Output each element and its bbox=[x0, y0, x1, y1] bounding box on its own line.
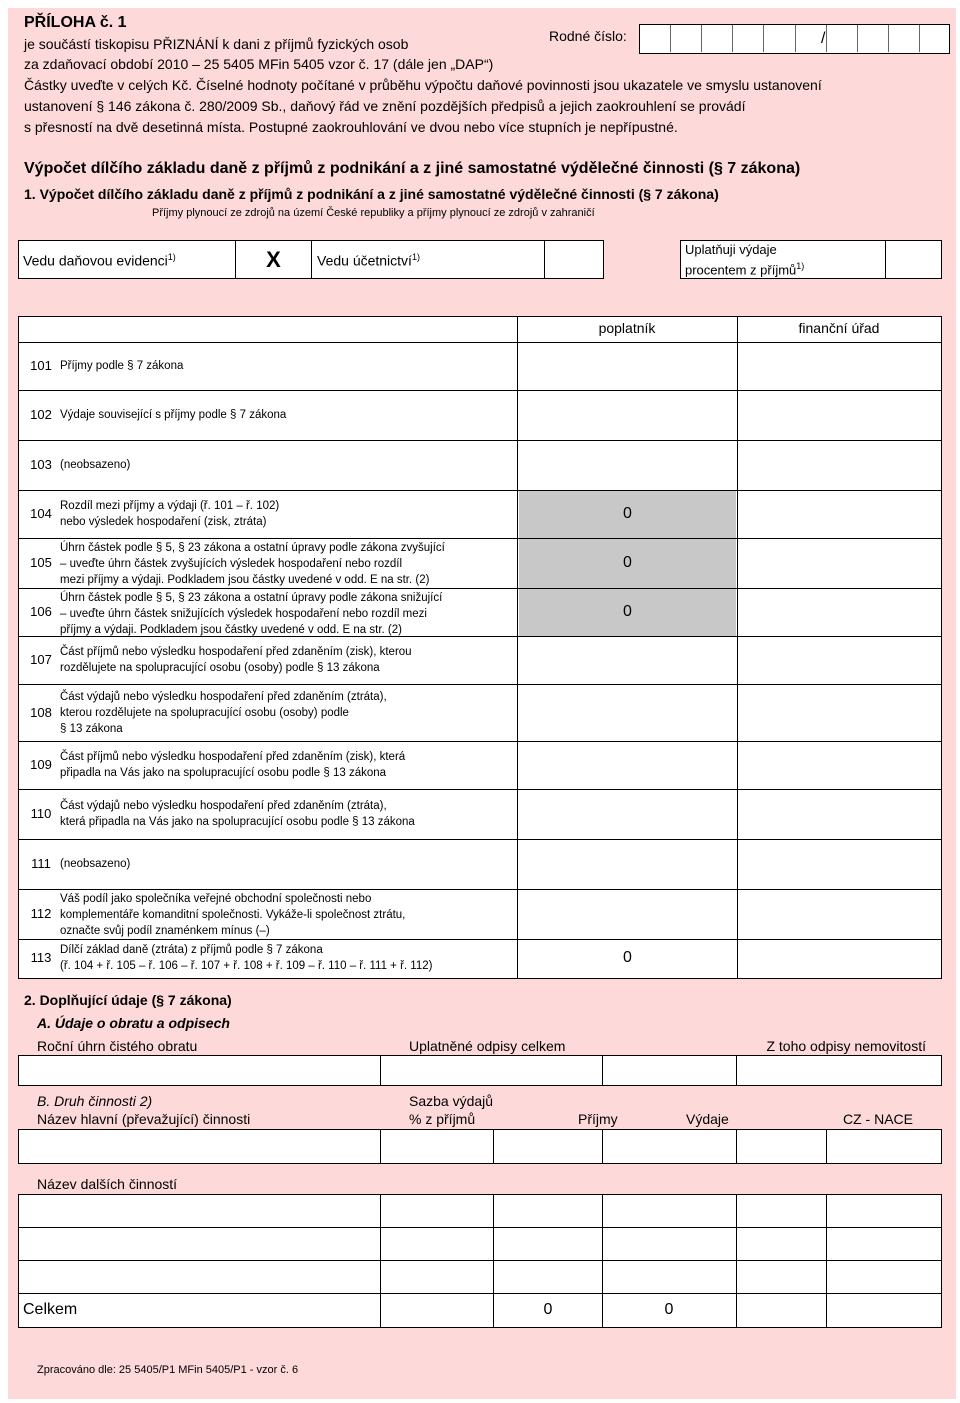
poplatnik-value-cell[interactable] bbox=[519, 441, 736, 490]
header-line-1: je součástí tiskopisu PŘIZNÁNÍ k dani z příjmů fyzických osob bbox=[24, 36, 409, 52]
form-title: PŘÍLOHA č. 1 bbox=[24, 14, 127, 31]
row-number: 102 bbox=[30, 407, 52, 422]
celkem-vydaje-value: 0 bbox=[664, 1301, 674, 1318]
poplatnik-value: 0 bbox=[623, 554, 632, 571]
rodne-cislo-cell-divider bbox=[732, 25, 733, 52]
row-description-line: Část příjmů nebo výsledku hospodaření před zdaněním (zisk), kterou bbox=[60, 646, 412, 658]
row-number: 106 bbox=[30, 604, 52, 619]
poplatnik-value: 0 bbox=[623, 949, 632, 966]
poplatnik-value-cell bbox=[519, 589, 736, 636]
urad-value-cell bbox=[739, 491, 941, 538]
table-row bbox=[19, 889, 941, 939]
table-row bbox=[19, 490, 941, 538]
urad-value-cell bbox=[739, 890, 941, 939]
row-description-line: Váš podíl jako společníka veřejné obchodní společnosti nebo bbox=[60, 893, 372, 905]
dalsi-cinnost-3-field[interactable] bbox=[19, 1261, 379, 1292]
col-poplatnik-header: poplatník bbox=[598, 320, 656, 336]
row-number: 103 bbox=[30, 457, 52, 472]
poplatnik-value-cell[interactable] bbox=[519, 343, 736, 390]
ucetnictvi-label: Vedu účetnictví$^{1)}$ bbox=[317, 252, 420, 269]
sazba-field[interactable] bbox=[382, 1130, 492, 1163]
row-description-line: Část příjmů nebo výsledku hospodaření před zdaněním (zisk), která bbox=[60, 751, 406, 763]
vydaje-procentem-label-1: Uplatňuji výdaje bbox=[685, 242, 777, 257]
table-row bbox=[19, 789, 941, 839]
dalsi-cinnosti-label: Název dalších činností bbox=[37, 1176, 178, 1192]
evidence-row bbox=[18, 240, 604, 279]
dalsi-cinnosti-table bbox=[18, 1194, 942, 1328]
vydaje-procentem-label-2: procentem z příjmů$^{1)}$ bbox=[685, 261, 805, 278]
rodne-cislo-cell-divider bbox=[826, 25, 827, 52]
row-description-line: Úhrn částek podle § 5, § 23 zákona a ostatní úpravy podle zákona zvyšující bbox=[60, 542, 445, 554]
section2-a-title: A. Údaje o obratu a odpisech bbox=[37, 1015, 230, 1031]
sazba-label-2: % z příjmů bbox=[409, 1111, 476, 1127]
row-number: 105 bbox=[30, 555, 52, 570]
row-number: 109 bbox=[30, 757, 52, 772]
danova-evidence-checkbox[interactable]: X bbox=[266, 247, 281, 272]
table-row bbox=[19, 538, 941, 588]
table-row bbox=[19, 839, 941, 889]
urad-value-cell bbox=[739, 840, 941, 889]
row-number: 101 bbox=[30, 358, 52, 373]
section1-subtitle: Příjmy plynoucí ze zdrojů na území České republiky a příjmy plynoucí ze zdrojů v zahraničí bbox=[152, 207, 595, 219]
row-description-line: – uveďte úhrn částek zvyšujících výsledek hospodaření nebo rozdíl bbox=[60, 558, 403, 570]
row-description-line: § 13 zákona bbox=[60, 722, 123, 735]
rodne-cislo-cell-divider bbox=[857, 25, 858, 52]
table-row bbox=[19, 939, 941, 977]
row-description-line: (neobsazeno) bbox=[60, 459, 131, 471]
poplatnik-value-cell[interactable] bbox=[519, 840, 736, 889]
vydaje-label: Výdaje bbox=[686, 1111, 729, 1127]
hlavni-cinnost-field[interactable] bbox=[19, 1130, 379, 1163]
col-urad-header: finanční úřad bbox=[798, 320, 880, 336]
row-number: 110 bbox=[30, 806, 52, 821]
table-row bbox=[19, 741, 941, 789]
row-number: 107 bbox=[30, 652, 52, 667]
urad-value-cell bbox=[739, 742, 941, 789]
row-description-line: (neobsazeno) bbox=[60, 858, 131, 870]
vydaje-procentem-row bbox=[680, 240, 942, 279]
row-description-line: Rozdíl mezi příjmy a výdaji (ř. 101 – ř. 102) bbox=[60, 500, 280, 512]
row-description-line: Část výdajů nebo výsledku hospodaření před zdaněním (ztráta), bbox=[60, 800, 387, 812]
rodne-cislo-cell-divider bbox=[795, 25, 796, 52]
row-number: 104 bbox=[30, 506, 52, 521]
row-description-line: která připadla na Vás jako na spolupracující osobu podle § 13 zákona bbox=[60, 816, 415, 828]
section2-title: 2. Doplňující údaje (§ 7 zákona) bbox=[24, 992, 232, 1008]
rodne-cislo-cell-divider bbox=[888, 25, 889, 52]
hlavni-vydaje-field[interactable] bbox=[604, 1130, 735, 1163]
poplatnik-value-cell[interactable] bbox=[519, 790, 736, 839]
poplatnik-value-cell[interactable] bbox=[519, 685, 736, 741]
nace-label: CZ - NACE bbox=[843, 1111, 913, 1127]
obrat-field[interactable] bbox=[19, 1056, 379, 1085]
hlavni-cinnost-row bbox=[18, 1129, 942, 1164]
poplatnik-value-cell[interactable] bbox=[519, 391, 736, 440]
row-description-line: – uveďte úhrn částek snižujících výsledek hospodaření nebo rozdíl mezi bbox=[60, 608, 427, 620]
row-number: 112 bbox=[30, 906, 52, 921]
vydaje-procentem-checkbox[interactable] bbox=[887, 241, 941, 278]
header-line-4: ustanovení § 146 zákona č. 280/2009 Sb., daňový řád ve znění pozdějších předpisů a jejich zaokrouhlení se provádí bbox=[24, 98, 746, 114]
celkem-label: Celkem bbox=[23, 1301, 78, 1318]
row-description-line: mezi příjmy a výdaji. Podkladem jsou částky uvedené v odd. E na str. (2) bbox=[60, 574, 430, 586]
rodne-cislo-cell-divider bbox=[763, 25, 764, 52]
row-description-line: Příjmy podle § 7 zákona bbox=[60, 360, 184, 372]
table-row bbox=[19, 684, 941, 741]
table-row bbox=[19, 636, 941, 684]
table-row bbox=[19, 588, 941, 636]
rodne-cislo-field[interactable] bbox=[639, 24, 950, 54]
rodne-cislo-label: Rodné číslo: bbox=[549, 28, 627, 44]
table-row bbox=[19, 390, 941, 440]
urad-value-cell bbox=[739, 685, 941, 741]
row-description-line: (ř. 104 + ř. 105 – ř. 106 – ř. 107 + ř. 108 + ř. 109 – ř. 110 – ř. 111 + ř. 112) bbox=[60, 960, 433, 972]
rodne-cislo-cell-divider bbox=[701, 25, 702, 52]
celkem-prijmy-value: 0 bbox=[543, 1301, 553, 1318]
urad-value-cell bbox=[739, 637, 941, 684]
rodne-cislo-cell-divider bbox=[919, 25, 920, 52]
obrat-label: Roční úhrn čistého obratu bbox=[37, 1038, 198, 1054]
row-number: 111 bbox=[31, 856, 51, 871]
urad-value-cell bbox=[739, 539, 941, 588]
nemovitosti-label: Z toho odpisy nemovitostí bbox=[766, 1038, 926, 1054]
row-description-line: příjmy a výdaji. Podkladem jsou částky uvedené v odd. E na str. (2) bbox=[60, 624, 402, 636]
urad-value-cell bbox=[739, 343, 941, 390]
rodne-cislo-cell-divider bbox=[670, 25, 671, 52]
ucetnictvi-checkbox[interactable] bbox=[546, 241, 603, 278]
poplatnik-value-cell[interactable] bbox=[519, 890, 736, 939]
row-description-line: kterou rozdělujete na spolupracující osobu (osoby) podle bbox=[60, 706, 349, 719]
form-page bbox=[8, 8, 956, 1399]
urad-value-cell bbox=[739, 940, 941, 977]
poplatnik-value: 0 bbox=[623, 603, 632, 620]
urad-value-cell bbox=[739, 441, 941, 490]
header-line-3: Částky uveďte v celých Kč. Číselné hodnoty počítané v průběhu výpočtu daňové povinnosti jsou ukazatele ve smyslu ustanovení bbox=[24, 77, 822, 93]
row-description-line: Výdaje související s příjmy podle § 7 zákona bbox=[60, 409, 287, 421]
header-line-2: za zdaňovací období 2010 – 25 5405 MFin 5405 vzor č. 17 (dále jen „DAP“) bbox=[24, 56, 494, 72]
sazba-label-1: Sazba výdajů bbox=[409, 1093, 494, 1109]
poplatnik-value-cell[interactable] bbox=[519, 637, 736, 684]
poplatnik-value-cell[interactable] bbox=[519, 742, 736, 789]
odpisy-label: Uplatněné odpisy celkem bbox=[409, 1038, 566, 1054]
section2-b-title: B. Druh činnosti 2) bbox=[37, 1093, 153, 1109]
section1-title: 1. Výpočet dílčího základu daně z příjmů z podnikání a z jiné samostatné výdělečné činnosti (§ 7 zákona) bbox=[24, 186, 719, 202]
dalsi-cinnost-2-field[interactable] bbox=[19, 1228, 379, 1259]
section-title: Výpočet dílčího základu daně z příjmů z podnikání a z jiné samostatné výdělečné činnosti (§ 7 zákona) bbox=[24, 160, 801, 177]
row-description-line: připadla na Vás jako na spolupracující osobu podle § 13 zákona bbox=[60, 767, 387, 779]
hlavni-cinnost-label: Název hlavní (převažující) činnosti bbox=[37, 1111, 251, 1127]
prijmy-label: Příjmy bbox=[578, 1111, 618, 1127]
nemovitosti-field[interactable] bbox=[738, 1056, 941, 1085]
danova-evidence-label: Vedu daňovou evidenci$^{1)}$ bbox=[23, 252, 176, 269]
header-line-5: s přesností na dvě desetinná místa. Postupné zaokrouhlování ve dvou nebo více stupních je nepřípustné. bbox=[24, 119, 678, 135]
row-description-line: Část výdajů nebo výsledku hospodaření před zdaněním (ztráta), bbox=[60, 690, 387, 703]
footer-note: Zpracováno dle: 25 5405/P1 MFin 5405/P1 - vzor č. 6 bbox=[37, 1364, 299, 1376]
urad-value-cell bbox=[739, 391, 941, 440]
urad-value-cell bbox=[739, 589, 941, 636]
urad-value-cell bbox=[739, 790, 941, 839]
odpisy-field[interactable] bbox=[382, 1056, 601, 1085]
poplatnik-value-cell bbox=[519, 491, 736, 538]
calc-table bbox=[18, 316, 942, 979]
row-description-line: označte svůj podíl znaménkem mínus (–) bbox=[60, 925, 270, 937]
row-description-line: komplementáře komanditní společnosti. Vykáže-li společnost ztrátu, bbox=[60, 909, 406, 921]
dalsi-cinnost-1-field[interactable] bbox=[19, 1195, 379, 1226]
obrat-odpisy-row bbox=[18, 1055, 942, 1086]
poplatnik-value-cell[interactable] bbox=[519, 940, 736, 977]
table-body bbox=[19, 317, 941, 978]
row-description-line: Dílčí základ daně (ztráta) z příjmů podle § 7 zákona bbox=[60, 944, 323, 956]
table-row bbox=[19, 342, 941, 390]
rodne-cislo-separator: / bbox=[821, 30, 826, 47]
row-number: 113 bbox=[30, 950, 52, 965]
row-description-line: nebo výsledek hospodaření (zisk, ztráta) bbox=[60, 516, 267, 528]
row-description-line: rozdělujete na spolupracující osobu (osoby) podle § 13 zákona bbox=[60, 662, 380, 674]
poplatnik-value: 0 bbox=[623, 505, 632, 522]
row-number: 108 bbox=[30, 704, 52, 720]
row-description-line: Úhrn částek podle § 5, § 23 zákona a ostatní úpravy podle zákona snižující bbox=[60, 592, 443, 604]
rodne-cislo-cells bbox=[640, 25, 949, 53]
hlavni-prijmy-field[interactable] bbox=[495, 1130, 601, 1163]
hlavni-nace-field[interactable] bbox=[738, 1130, 825, 1163]
table-row bbox=[19, 440, 941, 490]
poplatnik-value-cell bbox=[519, 539, 736, 588]
